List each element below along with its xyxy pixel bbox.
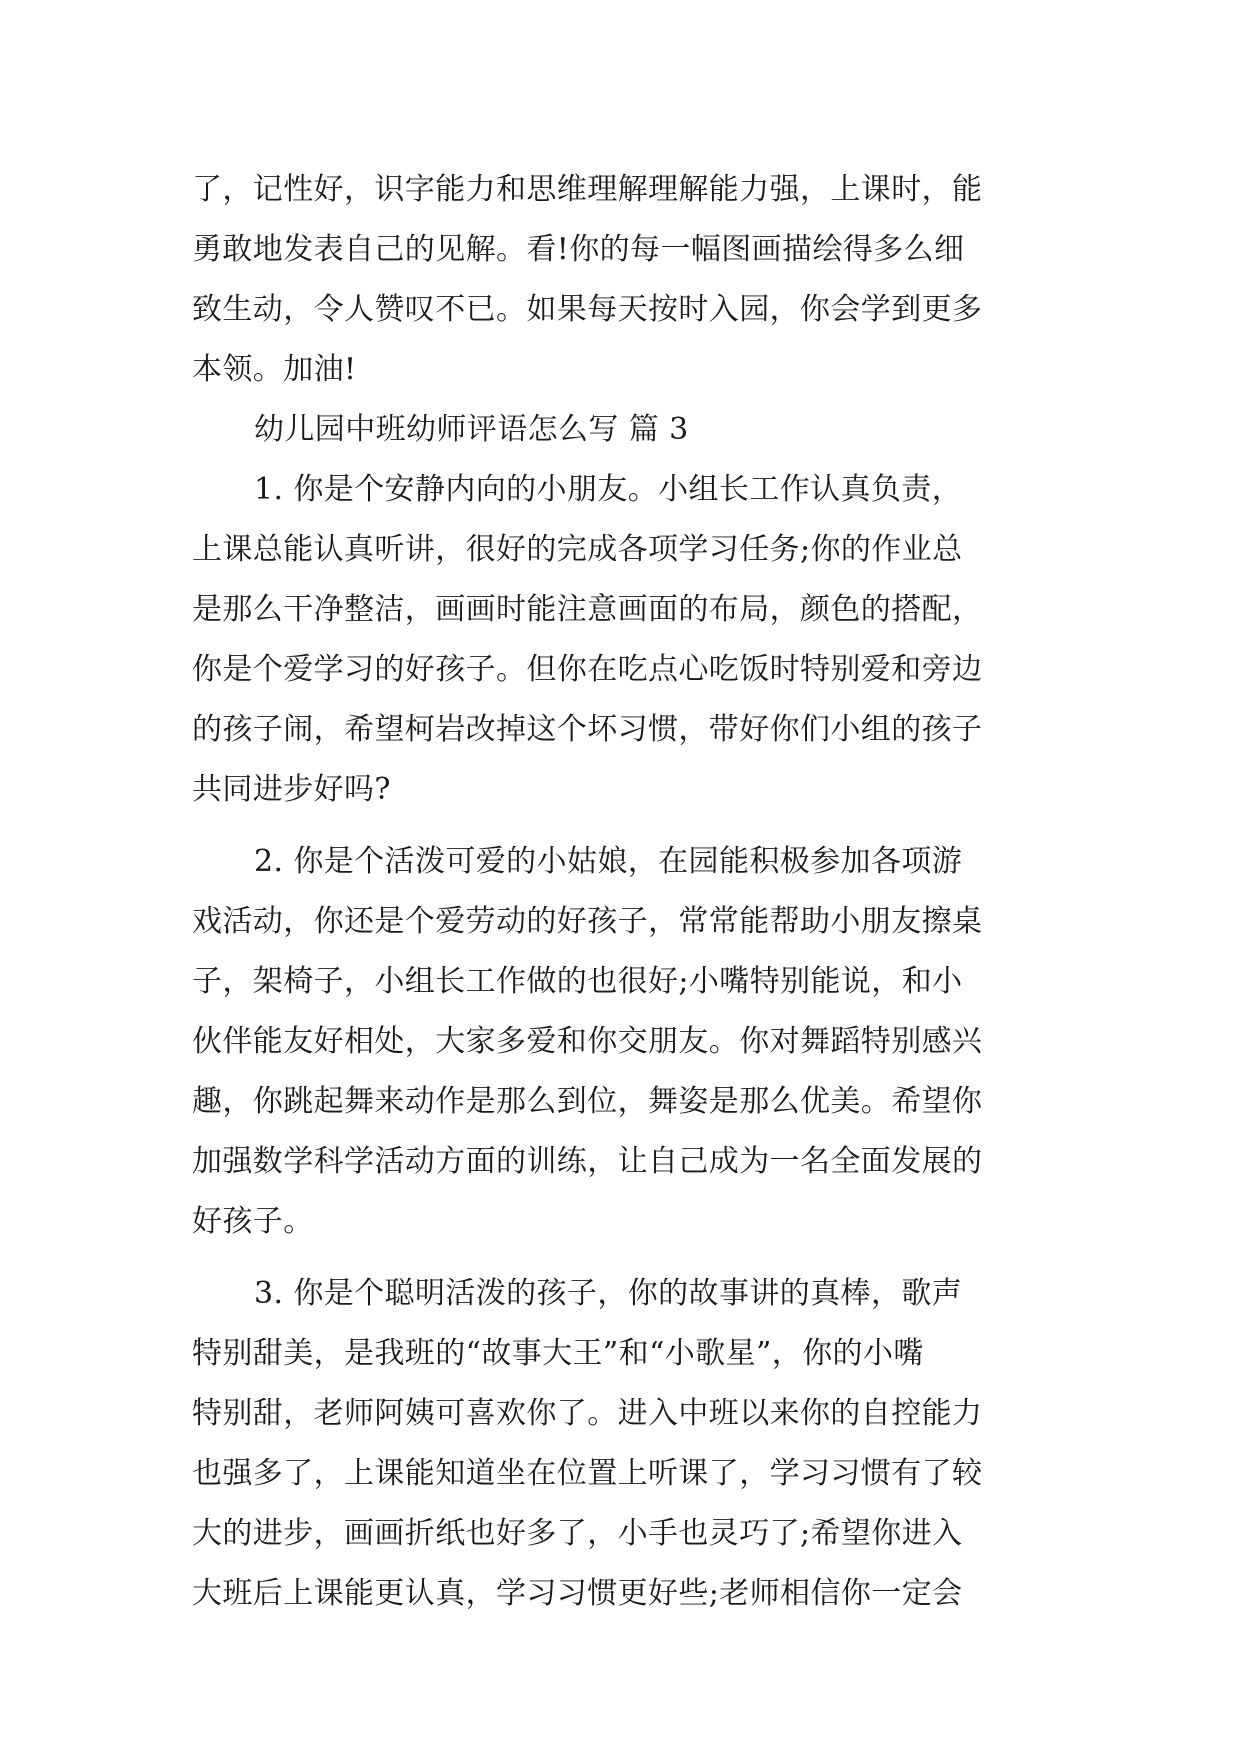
- text-line: 2. 你是个活泼可爱的小姑娘，在园能积极参加各项游: [254, 844, 963, 879]
- text-line: 的孩子闹，希望柯岩改掉这个坏习惯，带好你们小组的孩子: [192, 712, 983, 747]
- text-line: 大的进步，画画折纸也好多了，小手也灵巧了;希望你进入: [192, 1516, 963, 1551]
- text-line: 伙伴能友好相处，大家多爱和你交朋友。你对舞蹈特别感兴: [192, 1024, 983, 1059]
- text-line: 是那么干净整洁，画画时能注意画面的布局，颜色的搭配，: [192, 592, 983, 627]
- text-line: 共同进步好吗?: [192, 772, 391, 807]
- text-line: 1. 你是个安静内向的小朋友。小组长工作认真负责，: [254, 472, 963, 507]
- text-line: 子，架椅子，小组长工作做的也很好;小嘴特别能说，和小: [192, 964, 963, 999]
- text-line: 特别甜美，是我班的“故事大王”和“小歌星”，你的小嘴: [192, 1336, 924, 1371]
- text-line: 了，记性好，识字能力和思维理解理解能力强，上课时，能: [192, 172, 983, 207]
- text-line: 特别甜，老师阿姨可喜欢你了。进入中班以来你的自控能力: [192, 1396, 983, 1431]
- text-line: 本领。加油!: [192, 352, 357, 387]
- text-line: 大班后上课能更认真，学习习惯更好些;老师相信你一定会: [192, 1576, 963, 1611]
- text-line: 加强数学科学活动方面的训练，让自己成为一名全面发展的: [192, 1144, 983, 1179]
- section-heading: 幼儿园中班幼师评语怎么写 篇 3: [254, 412, 689, 447]
- text-line: 你是个爱学习的好孩子。但你在吃点心吃饭时特别爱和旁边: [192, 652, 983, 687]
- text-line: 勇敢地发表自己的见解。看!你的每一幅图画描绘得多么细: [192, 232, 965, 267]
- text-line: 致生动，令人赞叹不已。如果每天按时入园，你会学到更多: [192, 292, 983, 327]
- text-line: 戏活动，你还是个爱劳动的好孩子，常常能帮助小朋友擦桌: [192, 904, 983, 939]
- text-line: 上课总能认真听讲，很好的完成各项学习任务;你的作业总: [192, 532, 963, 567]
- text-line: 3. 你是个聪明活泼的孩子，你的故事讲的真棒，歌声: [254, 1276, 963, 1311]
- text-line: 好孩子。: [192, 1204, 314, 1239]
- text-line: 也强多了，上课能知道坐在位置上听课了，学习习惯有了较: [192, 1456, 983, 1491]
- text-line: 趣，你跳起舞来动作是那么到位，舞姿是那么优美。希望你: [192, 1084, 983, 1119]
- document-body: [192, 160, 1054, 1624]
